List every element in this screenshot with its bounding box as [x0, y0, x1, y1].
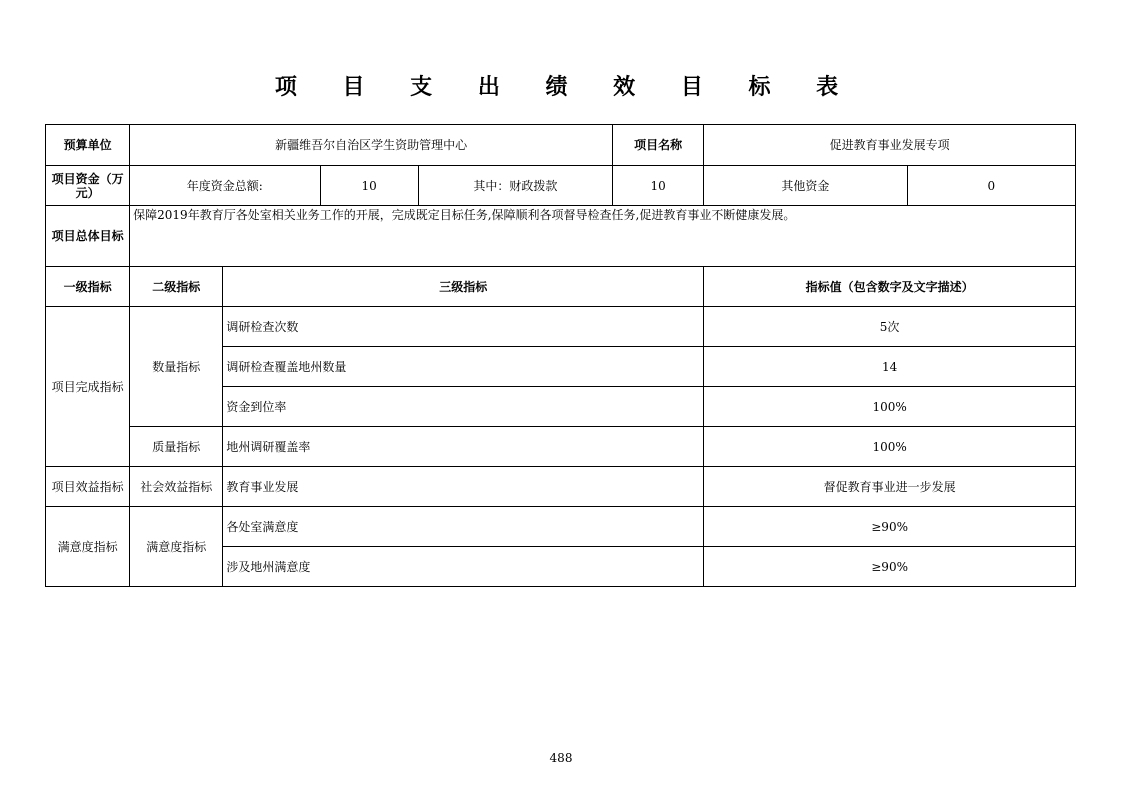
level2-cell: 满意度指标	[130, 507, 223, 587]
budget-unit-value: 新疆维吾尔自治区学生资助管理中心	[130, 125, 613, 166]
other-funds-label: 其他资金	[704, 166, 907, 206]
other-funds-value: 0	[907, 166, 1075, 206]
level3-header: 三级指标	[223, 267, 704, 307]
level3-cell: 涉及地州满意度	[223, 547, 704, 587]
level2-cell: 数量指标	[130, 307, 223, 427]
level1-cell: 项目效益指标	[46, 467, 130, 507]
level3-cell: 教育事业发展	[223, 467, 704, 507]
budget-unit-label: 预算单位	[46, 125, 130, 166]
fiscal-allocation-value: 10	[613, 166, 704, 206]
level3-cell: 地州调研覆盖率	[223, 427, 704, 467]
level3-cell: 资金到位率	[223, 387, 704, 427]
level1-cell: 项目完成指标	[46, 307, 130, 467]
level2-cell: 质量指标	[130, 427, 223, 467]
level3-cell: 调研检查次数	[223, 307, 704, 347]
page-title: 项 目 支 出 绩 效 目 标 表	[274, 75, 858, 100]
value-cell: ≥90%	[704, 507, 1076, 547]
fiscal-allocation-label: 其中：财政拨款	[418, 166, 612, 206]
value-cell: ≥90%	[704, 547, 1076, 587]
overall-goal-label: 项目总体目标	[46, 206, 130, 267]
page-number: 488	[549, 751, 573, 765]
level1-header: 一级指标	[46, 267, 130, 307]
table-row	[46, 427, 1076, 467]
annual-total-value: 10	[320, 166, 418, 206]
table-row	[46, 307, 1076, 347]
annual-total-label: 年度资金总额:	[130, 166, 320, 206]
performance-target-table	[45, 124, 1076, 587]
level2-cell: 社会效益指标	[130, 467, 223, 507]
value-cell: 100%	[704, 427, 1076, 467]
level2-header: 二级指标	[130, 267, 223, 307]
column-header-row	[46, 267, 1076, 307]
project-name-label: 项目名称	[613, 125, 704, 166]
overall-goal-text: 保障2019年教育厅各处室相关业务工作的开展，完成既定目标任务,保障顺利各项督导检查任务,促进教育事业不断健康发展。	[130, 206, 1076, 267]
budget-unit-row	[46, 125, 1076, 166]
level3-cell: 各处室满意度	[223, 507, 704, 547]
level3-cell: 调研检查覆盖地州数量	[223, 347, 704, 387]
table-row	[46, 467, 1076, 507]
project-name-value: 促进教育事业发展专项	[704, 125, 1076, 166]
funds-row	[46, 166, 1076, 206]
value-cell: 100%	[704, 387, 1076, 427]
funds-label: 项目资金（万元）	[46, 166, 130, 206]
value-cell: 14	[704, 347, 1076, 387]
value-cell: 督促教育事业进一步发展	[704, 467, 1076, 507]
value-header: 指标值（包含数字及文字描述）	[704, 267, 1076, 307]
table-row	[46, 507, 1076, 547]
value-cell: 5次	[704, 307, 1076, 347]
overall-goal-row	[46, 206, 1076, 267]
level1-cell: 满意度指标	[46, 507, 130, 587]
